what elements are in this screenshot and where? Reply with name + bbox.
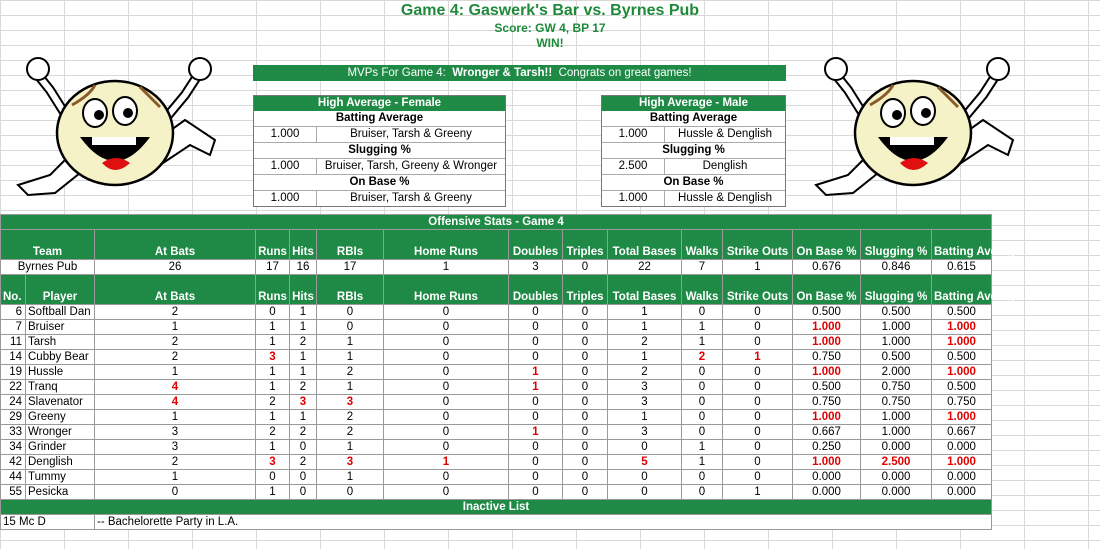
player-stat-cell: 1: [682, 320, 723, 335]
player-stat-cell: 1.000: [861, 425, 932, 440]
team-stat-cell: 0.676: [793, 260, 861, 275]
player-stat-cell: 0.500: [932, 350, 992, 365]
player-stat-cell: 0.500: [932, 380, 992, 395]
player-stat-cell: 0: [384, 335, 509, 350]
column-header: Hits: [290, 275, 317, 305]
player-stat-cell: 1: [682, 335, 723, 350]
player-stat-cell: 0: [317, 305, 384, 320]
player-stat-cell: 1: [95, 470, 256, 485]
player-stat-cell: 1: [95, 320, 256, 335]
player-stat-cell: 0: [563, 440, 608, 455]
player-stat-cell: 0.667: [932, 425, 992, 440]
column-header: Doubles: [509, 275, 563, 305]
column-header: Total Bases: [608, 230, 682, 260]
player-stat-cell: 0: [723, 425, 793, 440]
player-stat-cell: 0: [682, 305, 723, 320]
player-stat-cell: 0: [563, 410, 608, 425]
award-names: Bruiser, Tarsh & Greeny: [350, 128, 472, 140]
team-name: Byrnes Pub: [1, 260, 95, 275]
player-stat-cell: 0: [563, 365, 608, 380]
player-stat-cell: 1: [384, 455, 509, 470]
player-stat-cell: 0: [384, 380, 509, 395]
player-stat-cell: 0.750: [793, 350, 861, 365]
award-label: On Base %: [254, 174, 505, 190]
player-stat-cell: 0: [384, 425, 509, 440]
player-stat-cell: 1: [290, 365, 317, 380]
player-stat-cell: 1: [509, 425, 563, 440]
player-stat-cell: 0: [608, 440, 682, 455]
award-value: 2.500: [602, 159, 665, 174]
team-stat-cell: 0.846: [861, 260, 932, 275]
player-row: [1, 380, 992, 395]
player-number: 14: [1, 350, 26, 365]
player-stat-cell: 0: [384, 440, 509, 455]
column-header: Runs: [256, 275, 290, 305]
cheering-softball-mascot-icon: [808, 45, 1018, 200]
player-number: 24: [1, 395, 26, 410]
player-stat-cell: 0: [563, 350, 608, 365]
award-value: 1.000: [254, 159, 317, 174]
column-header: Strike Outs: [723, 230, 793, 260]
player-stat-cell: 0: [509, 395, 563, 410]
player-name: Tarsh: [26, 335, 95, 350]
player-stat-cell: 3: [290, 395, 317, 410]
player-name: Cubby Bear: [26, 350, 95, 365]
player-stat-cell: 0.750: [861, 395, 932, 410]
player-stat-cell: 0: [723, 335, 793, 350]
column-header: Walks: [682, 230, 723, 260]
column-header: No.: [1, 275, 26, 305]
player-stat-cell: 1.000: [861, 335, 932, 350]
player-stat-cell: 0: [563, 455, 608, 470]
player-stat-cell: 0: [682, 425, 723, 440]
player-stat-cell: 0.000: [932, 485, 992, 500]
mvp-prefix: MVPs For Game 4:: [347, 67, 446, 79]
player-stat-cell: 0.000: [932, 440, 992, 455]
player-stat-cell: 1: [608, 320, 682, 335]
player-stat-cell: 0: [723, 455, 793, 470]
inactive-title: Inactive List: [1, 500, 992, 515]
player-stat-cell: 1: [723, 485, 793, 500]
player-stat-cell: 2: [256, 425, 290, 440]
player-stat-cell: 0: [723, 440, 793, 455]
team-header-row: [1, 230, 992, 260]
player-stat-cell: 0: [509, 350, 563, 365]
player-stat-cell: 1.000: [932, 365, 992, 380]
player-row: [1, 470, 992, 485]
player-stat-cell: 2: [95, 350, 256, 365]
inactive-note: -- Bachelorette Party in L.A.: [95, 515, 992, 530]
player-stat-cell: 1.000: [793, 335, 861, 350]
player-stat-cell: 0.750: [932, 395, 992, 410]
player-stat-cell: 0: [563, 425, 608, 440]
player-stat-cell: 0: [563, 485, 608, 500]
player-row: [1, 305, 992, 320]
team-stat-cell: 26: [95, 260, 256, 275]
player-stat-cell: 0: [290, 470, 317, 485]
player-stat-cell: 1: [317, 440, 384, 455]
inactive-player: 15 Mc D: [1, 515, 95, 530]
player-stat-cell: 0.000: [793, 470, 861, 485]
player-row: [1, 410, 992, 425]
award-label: Batting Average: [335, 112, 424, 124]
player-stat-cell: 2: [95, 455, 256, 470]
score-line: Score: GW 4, BP 17: [494, 21, 606, 35]
player-number: 55: [1, 485, 26, 500]
player-stat-cell: 0.000: [861, 485, 932, 500]
player-stat-cell: 4: [95, 395, 256, 410]
player-stat-cell: 1: [256, 335, 290, 350]
player-name: Bruiser: [26, 320, 95, 335]
player-stat-cell: 0: [384, 365, 509, 380]
column-header: Strike Outs: [723, 275, 793, 305]
player-stat-cell: 1: [256, 380, 290, 395]
column-header: Slugging %: [861, 230, 932, 260]
award-male: [601, 95, 786, 207]
player-stat-cell: 1: [256, 320, 290, 335]
player-row: [1, 350, 992, 365]
stats-band-title: Offensive Stats - Game 4: [1, 215, 992, 230]
award-female-title: High Average - Female: [254, 96, 505, 111]
player-row: [1, 425, 992, 440]
player-stat-cell: 2: [290, 335, 317, 350]
player-stat-cell: 0: [290, 485, 317, 500]
player-stat-cell: 0.500: [861, 350, 932, 365]
player-stat-cell: 3: [95, 425, 256, 440]
player-stat-cell: 0: [384, 485, 509, 500]
player-stat-cell: 2: [317, 365, 384, 380]
player-stat-cell: 0: [563, 320, 608, 335]
award-names: Bruiser, Tarsh & Greeny: [350, 192, 472, 204]
player-stat-cell: 0: [509, 335, 563, 350]
award-names: Hussle & Denglish: [678, 128, 772, 140]
player-stat-cell: 0: [682, 395, 723, 410]
player-stat-cell: 1: [290, 305, 317, 320]
player-row: [1, 485, 992, 500]
player-stat-cell: 1: [256, 365, 290, 380]
player-stat-cell: 0: [384, 410, 509, 425]
player-stat-cell: 1.000: [932, 320, 992, 335]
player-stat-cell: 1: [290, 350, 317, 365]
team-stat-cell: 1: [384, 260, 509, 275]
player-stat-cell: 1: [608, 410, 682, 425]
player-row: [1, 365, 992, 380]
player-stat-cell: 0.500: [932, 305, 992, 320]
player-stat-cell: 0: [682, 485, 723, 500]
player-stat-cell: 0.500: [793, 380, 861, 395]
column-header: RBIs: [317, 275, 384, 305]
player-stat-cell: 0: [563, 470, 608, 485]
player-name: Grinder: [26, 440, 95, 455]
player-stat-cell: 0.667: [793, 425, 861, 440]
player-stat-cell: 3: [608, 380, 682, 395]
player-stat-cell: 2: [608, 335, 682, 350]
player-stat-cell: 1: [290, 320, 317, 335]
player-stat-cell: 0.000: [861, 470, 932, 485]
award-names: Bruiser, Tarsh, Greeny & Wronger: [324, 160, 498, 172]
player-stat-cell: 0: [256, 305, 290, 320]
player-name: Pesicka: [26, 485, 95, 500]
player-stat-cell: 0: [682, 380, 723, 395]
column-header: Walks: [682, 275, 723, 305]
mvp-banner: [253, 65, 786, 81]
player-stat-cell: 3: [95, 440, 256, 455]
player-name: Greeny: [26, 410, 95, 425]
player-stat-cell: 0.250: [793, 440, 861, 455]
player-row: [1, 320, 992, 335]
player-stat-cell: 0: [563, 380, 608, 395]
player-stat-cell: 0: [723, 470, 793, 485]
player-stat-cell: 0: [723, 320, 793, 335]
player-stat-cell: 0: [509, 440, 563, 455]
column-header: Home Runs: [384, 230, 509, 260]
award-female: [253, 95, 506, 207]
player-stat-cell: 2.500: [861, 455, 932, 470]
player-stat-cell: 3: [608, 425, 682, 440]
page-title: Game 4: Gaswerk's Bar vs. Byrnes Pub: [400, 2, 700, 19]
player-stat-cell: 0: [563, 335, 608, 350]
player-stat-cell: 3: [608, 395, 682, 410]
column-header: Slugging %: [861, 275, 932, 305]
player-name: Wronger: [26, 425, 95, 440]
player-number: 34: [1, 440, 26, 455]
player-stat-cell: 0: [317, 485, 384, 500]
player-stat-cell: 1: [256, 440, 290, 455]
player-row: [1, 395, 992, 410]
player-stat-cell: 1: [317, 335, 384, 350]
player-stat-cell: 1: [95, 365, 256, 380]
column-header: Player: [26, 275, 95, 305]
inactive-list-table: [0, 499, 992, 530]
player-stat-cell: 0: [509, 320, 563, 335]
column-header: Triples: [563, 275, 608, 305]
player-stat-cell: 0: [509, 410, 563, 425]
player-stat-cell: 1: [317, 470, 384, 485]
player-stat-cell: 0: [682, 365, 723, 380]
player-stat-cell: 3: [256, 455, 290, 470]
player-stat-cell: 1: [256, 410, 290, 425]
award-names: Denglish: [702, 160, 748, 172]
result-line: WIN!: [536, 36, 564, 50]
player-stat-cell: 1: [723, 350, 793, 365]
column-header: Batting Average: [932, 230, 992, 260]
player-stat-cell: 0: [608, 485, 682, 500]
column-header: Team: [1, 230, 95, 260]
column-header: Hits: [290, 230, 317, 260]
player-stat-cell: 1: [682, 455, 723, 470]
cheering-softball-mascot-icon: [10, 45, 220, 200]
award-label: Slugging %: [254, 142, 505, 158]
player-name: Denglish: [26, 455, 95, 470]
player-stat-cell: 0: [563, 395, 608, 410]
player-row: [1, 335, 992, 350]
column-header: Triples: [563, 230, 608, 260]
player-name: Tummy: [26, 470, 95, 485]
offensive-stats-table: [0, 214, 1022, 500]
player-stat-cell: 0.000: [861, 440, 932, 455]
player-stat-cell: 0: [723, 380, 793, 395]
player-name: Hussle: [26, 365, 95, 380]
player-number: 7: [1, 320, 26, 335]
column-header: Runs: [256, 230, 290, 260]
player-stat-cell: 1: [317, 350, 384, 365]
player-stat-cell: 2: [317, 410, 384, 425]
player-stat-cell: 0.000: [793, 485, 861, 500]
award-label: Slugging %: [602, 142, 785, 158]
team-stat-cell: 1: [723, 260, 793, 275]
player-stat-cell: 1.000: [793, 365, 861, 380]
player-stat-cell: 0: [317, 320, 384, 335]
player-stat-cell: 1: [509, 365, 563, 380]
player-number: 6: [1, 305, 26, 320]
player-stat-cell: 0.750: [793, 395, 861, 410]
player-stat-cell: 5: [608, 455, 682, 470]
player-stat-cell: 0: [723, 410, 793, 425]
award-value: 1.000: [602, 191, 665, 206]
player-stat-cell: 0: [384, 320, 509, 335]
player-header-row: [1, 275, 992, 305]
column-header: Home Runs: [384, 275, 509, 305]
player-stat-cell: 0: [384, 395, 509, 410]
player-stat-cell: 1: [317, 380, 384, 395]
player-stat-cell: 0: [608, 470, 682, 485]
player-row: [1, 455, 992, 470]
player-stat-cell: 1.000: [793, 410, 861, 425]
inactive-row: [1, 515, 992, 530]
player-stat-cell: 0: [723, 305, 793, 320]
column-header: Doubles: [509, 230, 563, 260]
player-stat-cell: 0: [509, 470, 563, 485]
player-stat-cell: 0: [509, 305, 563, 320]
award-value: 1.000: [254, 191, 317, 206]
award-value: 1.000: [602, 127, 665, 142]
award-names: Hussle & Denglish: [678, 192, 772, 204]
team-stat-cell: 22: [608, 260, 682, 275]
player-stat-cell: 2: [290, 425, 317, 440]
player-stat-cell: 2: [95, 305, 256, 320]
column-header: Batting Average: [932, 275, 992, 305]
player-number: 11: [1, 335, 26, 350]
award-label: Batting Average: [649, 112, 738, 124]
player-row: [1, 440, 992, 455]
player-stat-cell: 3: [317, 455, 384, 470]
player-stat-cell: 0.500: [793, 305, 861, 320]
player-stat-cell: 1: [290, 410, 317, 425]
team-stat-cell: 7: [682, 260, 723, 275]
player-stat-cell: 1: [256, 485, 290, 500]
player-stat-cell: 1: [95, 410, 256, 425]
player-number: 42: [1, 455, 26, 470]
player-stat-cell: 0: [682, 470, 723, 485]
player-stat-cell: 2: [317, 425, 384, 440]
player-stat-cell: 0: [384, 305, 509, 320]
player-stat-cell: 1: [682, 440, 723, 455]
award-value: 1.000: [254, 127, 317, 142]
player-stat-cell: 1.000: [793, 455, 861, 470]
column-header: Total Bases: [608, 275, 682, 305]
player-stat-cell: 1.000: [861, 320, 932, 335]
player-stat-cell: 0: [95, 485, 256, 500]
player-stat-cell: 0: [384, 350, 509, 365]
column-header: At Bats: [95, 230, 256, 260]
team-stat-cell: 17: [256, 260, 290, 275]
player-stat-cell: 0.500: [861, 305, 932, 320]
player-number: 44: [1, 470, 26, 485]
player-stat-cell: 0: [723, 365, 793, 380]
player-stat-cell: 0: [682, 410, 723, 425]
team-stat-cell: 0: [563, 260, 608, 275]
column-header: On Base %: [793, 275, 861, 305]
player-name: Slavenator: [26, 395, 95, 410]
column-header: At Bats: [95, 275, 256, 305]
player-stat-cell: 0: [290, 440, 317, 455]
player-name: Tranq: [26, 380, 95, 395]
player-stat-cell: 0: [563, 305, 608, 320]
player-number: 33: [1, 425, 26, 440]
player-stat-cell: 3: [317, 395, 384, 410]
player-stat-cell: 2.000: [861, 365, 932, 380]
player-stat-cell: 0: [723, 395, 793, 410]
player-stat-cell: 1.000: [932, 335, 992, 350]
player-number: 22: [1, 380, 26, 395]
player-stat-cell: 1: [608, 305, 682, 320]
player-stat-cell: 2: [290, 455, 317, 470]
award-label: On Base %: [602, 174, 785, 190]
player-stat-cell: 0: [256, 470, 290, 485]
award-male-title: High Average - Male: [602, 96, 785, 111]
player-stat-cell: 2: [608, 365, 682, 380]
player-stat-cell: 1.000: [932, 410, 992, 425]
player-stat-cell: 0.750: [861, 380, 932, 395]
player-stat-cell: 2: [256, 395, 290, 410]
mvp-names: Wronger & Tarsh!!: [452, 67, 553, 79]
column-header: On Base %: [793, 230, 861, 260]
player-stat-cell: 1.000: [793, 320, 861, 335]
player-stat-cell: 2: [682, 350, 723, 365]
player-stat-cell: 1.000: [932, 455, 992, 470]
player-stat-cell: 0.000: [932, 470, 992, 485]
column-header: RBIs: [317, 230, 384, 260]
team-stat-cell: 17: [317, 260, 384, 275]
player-number: 29: [1, 410, 26, 425]
team-stat-cell: 0.615: [932, 260, 992, 275]
player-stat-cell: 1: [608, 350, 682, 365]
player-stat-cell: 3: [256, 350, 290, 365]
player-stat-cell: 2: [95, 335, 256, 350]
player-name: Softball Dan: [26, 305, 95, 320]
player-stat-cell: 0: [384, 470, 509, 485]
player-stat-cell: 0: [509, 455, 563, 470]
player-stat-cell: 1.000: [861, 410, 932, 425]
team-stat-cell: 16: [290, 260, 317, 275]
player-stat-cell: 0: [509, 485, 563, 500]
team-row: [1, 260, 992, 275]
player-number: 19: [1, 365, 26, 380]
mvp-suffix: Congrats on great games!: [558, 67, 692, 79]
team-stat-cell: 3: [509, 260, 563, 275]
player-stat-cell: 2: [290, 380, 317, 395]
player-stat-cell: 1: [509, 380, 563, 395]
player-stat-cell: 4: [95, 380, 256, 395]
